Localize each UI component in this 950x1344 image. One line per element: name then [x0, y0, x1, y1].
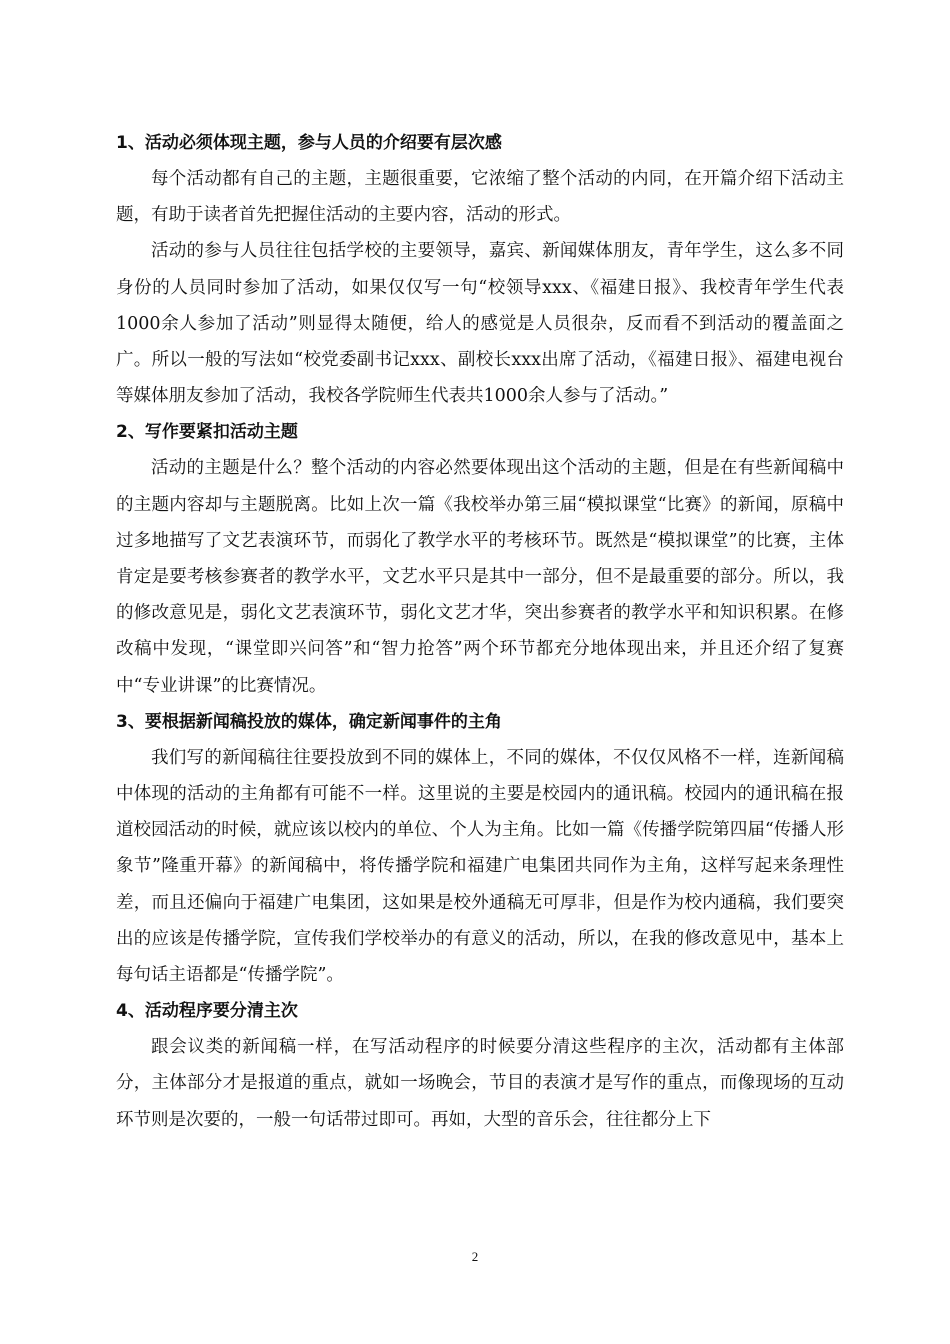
section-2 — [116, 414, 844, 703]
section-1 — [116, 125, 844, 414]
paragraph: 跟会议类的新闻稿一样，在写活动程序的时候要分清这些程序的主次，活动都有主体部分，主体部分才是报道的重点，就如一场晚会，节目的表演才是写作的重点，而像现场的互动环节则是次要的，一般一句话带过即可。再如，大型的音乐会，往往都分上下 — [116, 1037, 844, 1130]
section-3 — [116, 704, 844, 993]
paragraph: 活动的主题是什么？整个活动的内容必然要体现出这个活动的主题，但是在有些新闻稿中的主题内容却与主题脱离。比如上次一篇《我校举办第三届“模拟课堂“比赛》的新闻，原稿中过多地描写了文艺表演环节，而弱化了教学水平的考核环节。既然是“模拟课堂”的比赛，主体肯定是要考核参赛者的教学水平，文艺水平只是其中一部分，但不是最重要的部分。所以，我的修改意见是，弱化文艺表演环节，弱化文艺才华，突出参赛者的教学水平和知识积累。在修改稿中发现，“课堂即兴问答”和“智力抢答”两个环节都充分地体现出来，并且还介绍了复赛中“专业讲课”的比赛情况。 — [116, 458, 844, 696]
paragraph: 我们写的新闻稿往往要投放到不同的媒体上，不同的媒体，不仅仅风格不一样，连新闻稿中体现的活动的主角都有可能不一样。这里说的主要是校园内的通讯稿。校园内的通讯稿在报道校园活动的时候，就应该以校内的单位、个人为主角。比如一篇《传播学院第四届“传播人形象节”隆重开幕》的新闻稿中，将传播学院和福建广电集团共同作为主角，这样写起来条理性差，而且还偏向于福建广电集团，这如果是校外通稿无可厚非，但是作为校内通稿，我们要突出的应该是传播学院，宣传我们学校举办的有意义的活动，所以，在我的修改意见中，基本上每句话主语都是“传播学院”。 — [116, 747, 844, 986]
section-heading: 2、写作要紧扣活动主题 — [116, 422, 298, 443]
section-heading: 4、活动程序要分清主次 — [116, 1001, 298, 1022]
page-number: 2 — [471, 1249, 479, 1264]
section-4 — [116, 993, 844, 1138]
document-body — [116, 125, 844, 1138]
section-heading: 3、要根据新闻稿投放的媒体，确定新闻事件的主角 — [116, 711, 502, 732]
paragraph: 每个活动都有自己的主题，主题很重要，它浓缩了整个活动的内同，在开篇介绍下活动主题，有助于读者首先把握住活动的主要内容，活动的形式。 — [116, 169, 844, 226]
paragraph: 活动的参与人员往往包括学校的主要领导，嘉宾、新闻媒体朋友，青年学生，这么多不同身份的人员同时参加了活动，如果仅仅写一句“校领导xxx、《福建日报》、我校青年学生代表1000余人参加了活动”则显得太随便，给人的感觉是人员很杂，反而看不到活动的覆盖面之广。所以一般的写法如“校党委副书记xxx、副校长xxx出席了活动，《福建日报》、福建电视台等媒体朋友参加了活动，我校各学院师生代表共1000余人参与了活动。” — [116, 241, 844, 407]
section-heading: 1、活动必须体现主题，参与人员的介绍要有层次感 — [116, 133, 502, 153]
